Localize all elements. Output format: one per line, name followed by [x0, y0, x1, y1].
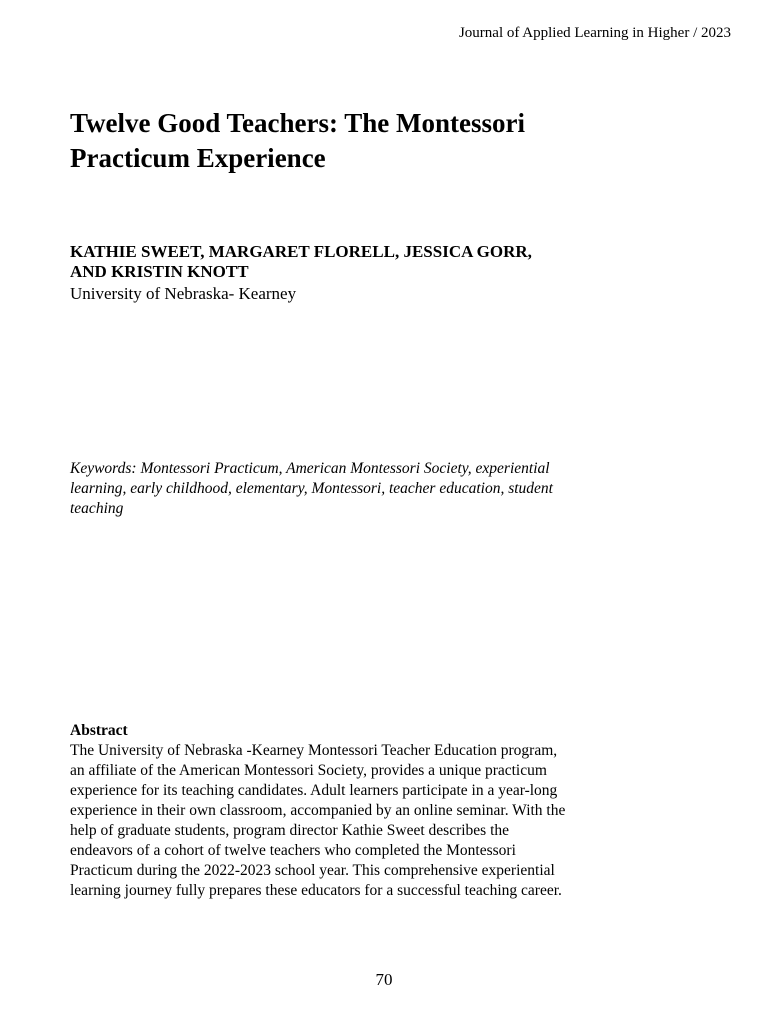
abstract-line: The University of Nebraska -Kearney Montessori Teacher Education program, [70, 742, 558, 759]
abstract-line: Practicum during the 2022-2023 school year. This comprehensive experiential [70, 862, 555, 879]
page-number: 70 [375, 970, 393, 989]
article-title-line: Practicum Experience [70, 143, 326, 173]
author-list [70, 242, 710, 282]
abstract-line: learning journey fully prepares these educators for a successful teaching career. [70, 882, 562, 899]
keywords [70, 459, 553, 519]
article-title [70, 106, 710, 176]
article-title-line: Twelve Good Teachers: The Montessori [70, 108, 525, 138]
abstract-line: an affiliate of the American Montessori Society, provides a unique practicum [70, 762, 547, 779]
abstract-line: endeavors of a cohort of twelve teachers who completed the Montessori [70, 842, 516, 859]
author-line: KATHIE SWEET, MARGARET FLORELL, JESSICA GORR, [70, 242, 532, 261]
affiliation: University of Nebraska- Kearney [70, 284, 297, 303]
abstract-line: help of graduate students, program director Kathie Sweet describes the [70, 822, 510, 839]
author-line: AND KRISTIN KNOTT [70, 262, 249, 281]
abstract-line: experience in their own classroom, accompanied by an online seminar. With the [70, 802, 566, 819]
keywords-line: teaching [70, 500, 124, 517]
keywords-line: learning, early childhood, elementary, Montessori, teacher education, student [70, 480, 553, 497]
abstract-line: experience for its teaching candidates. Adult learners participate in a year-long [70, 782, 558, 799]
abstract-heading: Abstract [70, 722, 128, 739]
running-header: Journal of Applied Learning in Higher / 2023 [458, 25, 731, 41]
abstract-body [70, 741, 565, 901]
keywords-line: Keywords: Montessori Practicum, American Montessori Society, experiential [70, 460, 550, 477]
